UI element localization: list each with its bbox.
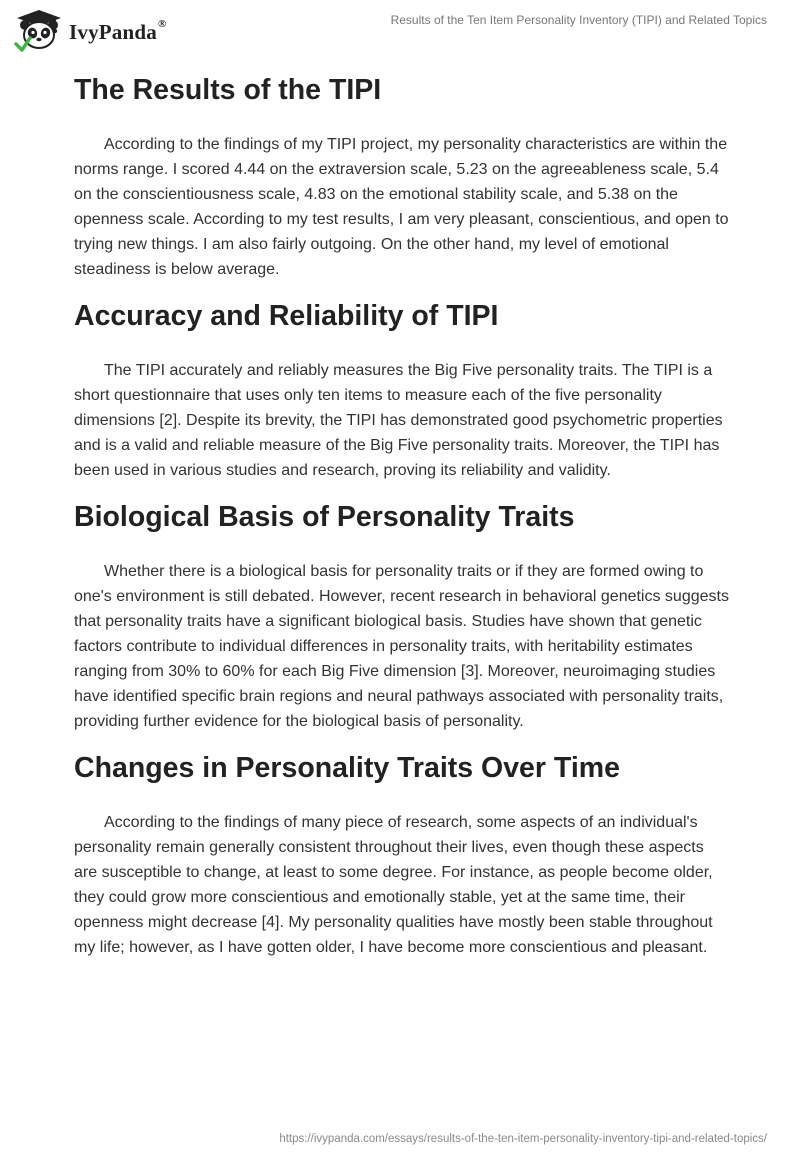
section-heading: Biological Basis of Personality Traits <box>74 501 575 533</box>
section-results <box>74 70 729 282</box>
section-accuracy <box>74 296 729 483</box>
document-title: Results of the Ten Item Personality Inventory (TIPI) and Related Topics <box>390 13 767 27</box>
section-heading: Changes in Personality Traits Over Time <box>74 752 620 784</box>
section-paragraph: Whether there is a biological basis for personality traits or if they are formed owing to one's environment is still debated. However, recent research in behavioral genetics suggests that personality traits have a significant biological basis. Studies have shown that genetic factors contribute to individual differences in personality traits, with heritability estimates ranging from 30% to 60% for each Big Five dimension [3]. Moreover, neuroimaging studies have identified specific brain regions and neural pathways associated with personality traits, providing further evidence for the biological basis of personality. <box>74 563 729 730</box>
section-heading: Accuracy and Reliability of TIPI <box>74 300 499 332</box>
section-paragraph: According to the findings of many piece of research, some aspects of an individual's personality remain generally consistent throughout their lives, even though these aspects are susceptible to change, at least to some degree. For instance, as people become older, they could grow more conscientious and emotionally stable, yet at the same time, their openness might decrease [4]. My personality qualities have mostly been stable throughout my life; however, as I have gotten older, I have become more conscientious and pleasant. <box>74 814 713 956</box>
section-paragraph: According to the findings of my TIPI project, my personality characteristics are within the norms range. I scored 4.44 on the extraversion scale, 5.23 on the agreeableness scale, 5.4 on the conscientiousness scale, 4.83 on the emotional stability scale, and 5.38 on the openness scale. According to my test results, I am very pleasant, conscientious, and open to trying new things. I am also fairly outgoing. On the other hand, my level of emotional steadiness is below average. <box>74 136 729 278</box>
trademark-symbol: ® <box>157 17 167 30</box>
section-changes-over-time <box>74 748 729 960</box>
ivypanda-logo[interactable] <box>14 8 166 52</box>
brand-name: IvyPanda® <box>69 17 167 44</box>
section-heading: The Results of the TIPI <box>74 74 382 106</box>
essay-content <box>74 70 729 960</box>
page-header <box>0 0 800 60</box>
panda-mascot-icon <box>14 8 64 52</box>
section-biological-basis <box>74 497 729 734</box>
source-url-link[interactable]: https://ivypanda.com/essays/results-of-the-ten-item-personality-inventory-tipi-and-related-topics/ <box>279 1133 767 1145</box>
section-paragraph: The TIPI accurately and reliably measures the Big Five personality traits. The TIPI is a short questionnaire that uses only ten items to measure each of the five personality dimensions [2]. Despite its brevity, the TIPI has demonstrated good psychometric properties and is a valid and reliable measure of the Big Five personality traits. Moreover, the TIPI has been used in various studies and research, proving its reliability and validity. <box>74 362 723 479</box>
